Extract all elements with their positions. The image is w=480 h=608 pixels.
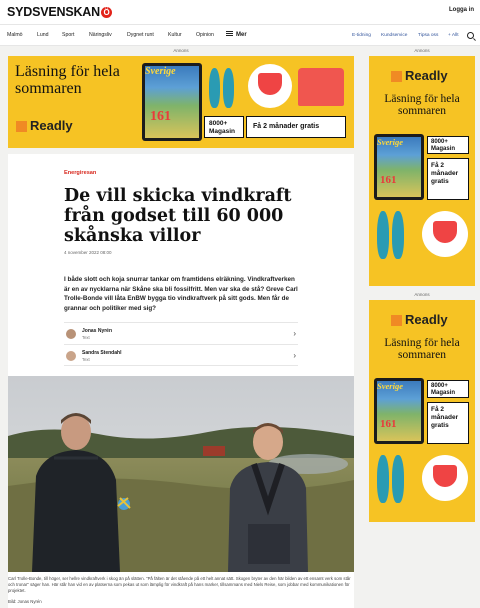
menu-icon xyxy=(226,31,233,36)
top-bar xyxy=(0,0,480,24)
author-name: Sandra Stendahl xyxy=(82,350,122,356)
flipflop-left-icon xyxy=(377,455,389,503)
chevron-right-icon: › xyxy=(293,329,296,338)
readly-icon xyxy=(391,315,402,326)
nav-kundservice[interactable]: Kundservice xyxy=(381,33,408,38)
readly-logo xyxy=(391,312,448,327)
nav-item-lund[interactable]: Lund xyxy=(37,32,49,38)
flipflop-left-icon xyxy=(209,68,220,108)
readly-icon xyxy=(391,71,402,82)
magazine-tablet xyxy=(142,63,202,141)
magazine-count-badge: 8000+ Magasin xyxy=(427,380,469,398)
ad-title: Läsning för hela sommaren xyxy=(384,337,460,362)
article-photo[interactable] xyxy=(8,376,354,572)
ad-label-side-1: Annons xyxy=(414,48,430,53)
magazine-tablet: Sverige 161 xyxy=(374,134,424,200)
nav-e-tidning[interactable]: E-tidning xyxy=(352,33,371,38)
readly-logo xyxy=(391,68,448,83)
nav-item-kultur[interactable]: Kultur xyxy=(168,32,182,38)
swim-shorts-icon xyxy=(298,68,344,106)
readly-logo xyxy=(16,118,73,133)
watermelon-plate-icon xyxy=(248,64,292,108)
watermelon-plate-icon xyxy=(422,211,468,257)
ad-title: Läsning för hela sommaren xyxy=(384,93,460,118)
watermelon-plate-icon xyxy=(422,455,468,501)
article-date: 4 november 2022 08:00 xyxy=(64,250,112,255)
readly-label: Readly xyxy=(30,118,73,133)
flipflop-right-icon xyxy=(392,455,404,503)
ad-label-top: Annons xyxy=(173,48,189,53)
nav-allt[interactable]: + Allt xyxy=(448,33,459,38)
photo-caption: Carl Trolle-Bonde, till höger, ser hellre vindkraftverk i skog än på slätten. "På fälten är det stående på ett helt annat sätt. Skogen bryter av den här bilden av ett ensamt verk som står och tronar" säger han. Här står han vid en av platserna som pekas ut som lämplig för vindkraft på hans marker, tillsammans med Niels Reise, som jobbar med kommunikationen för projektet. xyxy=(8,576,351,593)
nav-item-naringsliv[interactable]: Näringsliv xyxy=(89,32,112,38)
flipflop-right-icon xyxy=(392,211,404,259)
chevron-right-icon: › xyxy=(293,351,296,360)
photo-credit: Bild: Jonas Nyrén xyxy=(8,599,42,604)
more-label: Mer xyxy=(236,32,247,38)
magazine-title: Sverige xyxy=(145,66,176,77)
author-row[interactable] xyxy=(64,344,298,366)
magazine-number: 161 xyxy=(150,109,171,124)
more-menu-button[interactable] xyxy=(226,31,247,38)
flipflop-left-icon xyxy=(377,211,389,259)
avatar xyxy=(66,329,76,339)
nav-item-dygnet-runt[interactable]: Dygnet runt xyxy=(127,32,154,38)
readly-label: Readly xyxy=(405,312,448,327)
site-logo[interactable] xyxy=(7,5,112,19)
article-kicker[interactable]: Energiresan xyxy=(64,170,97,176)
cta-badge[interactable]: Få 2 månader gratis xyxy=(427,402,469,444)
ad-banner-side-1[interactable] xyxy=(369,56,475,286)
nav-tipsa-oss[interactable]: Tipsa oss xyxy=(418,33,439,38)
author-row[interactable] xyxy=(64,322,298,344)
magazine-count-badge: 8000+ Magasin xyxy=(204,116,244,138)
magazine-count-badge: 8000+ Magasin xyxy=(427,136,469,154)
article xyxy=(8,154,354,608)
cta-badge[interactable]: Få 2 månader gratis xyxy=(246,116,346,138)
ad-banner-top[interactable] xyxy=(8,56,354,148)
logo-mark-icon: Ö xyxy=(101,7,112,18)
nav-item-malmo[interactable]: Malmö xyxy=(7,32,23,38)
readly-label: Readly xyxy=(405,68,448,83)
ad-banner-side-2[interactable] xyxy=(369,300,475,522)
readly-icon xyxy=(16,121,27,132)
ad-title: Läsning för hela sommaren xyxy=(15,63,120,98)
flipflop-right-icon xyxy=(223,68,234,108)
avatar xyxy=(66,351,76,361)
article-lead: I både slott och koja snurrar tankar om framtidens elräkning. Vindkraftverken är en av nycklarna när Skåne ska bli fossilfritt. Men var ska de stå? Greve Carl Trolle-Bonde vill låta EnBW bygga tio vindkraftverk på sitt gods. Men får de grannar och politiker med sig? xyxy=(64,276,298,312)
main-nav xyxy=(0,24,480,46)
author-name: Jonas Nyrén xyxy=(82,328,113,334)
ad-label-side-2: Annons xyxy=(414,292,430,297)
logo-text: SYDSVENSKAN xyxy=(7,5,100,19)
cta-badge[interactable]: Få 2 månader gratis xyxy=(427,158,469,200)
author-role: Text xyxy=(82,335,90,340)
search-icon[interactable] xyxy=(467,32,474,39)
nav-item-sport[interactable]: Sport xyxy=(62,32,75,38)
nav-item-opinion[interactable]: Opinion xyxy=(196,32,214,38)
author-role: Text xyxy=(82,357,90,362)
login-link[interactable]: Logga in xyxy=(449,7,474,13)
magazine-tablet: Sverige 161 xyxy=(374,378,424,444)
article-headline: De vill skicka vindkraft från godset till 60 000 skånska villor xyxy=(64,186,292,246)
